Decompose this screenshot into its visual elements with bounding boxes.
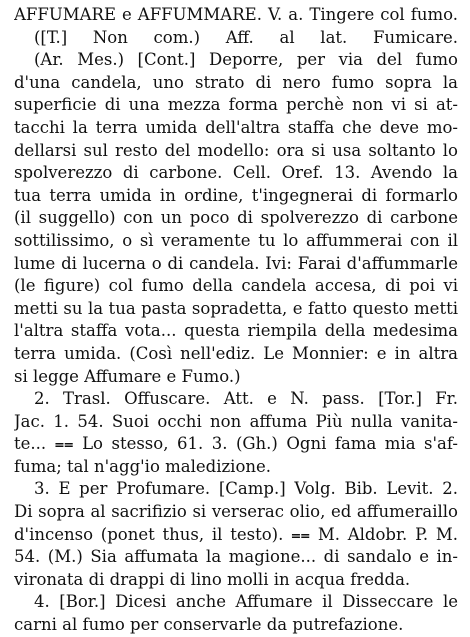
entry-line: superficie di una mezza forma perchè non vi si at- (14, 95, 458, 115)
entry-line: (le figure) col fumo della candela accesa, di poi vi (14, 276, 458, 296)
entry-line: 3. E per Profumare. [Camp.] Volg. Bib. Levit. 2. (34, 479, 458, 499)
entry-line: tacchi la terra umida dell'altra staffa che deve mo- (14, 117, 458, 137)
entry-line: d'incenso (ponet thus, il testo). ⩵ M. Aldobr. P. M. (14, 524, 458, 544)
entry-line: metti su la tua pasta sopradetta, e fatto questo metti (14, 298, 458, 318)
entry-line: d'una candela, uno strato di nero fumo sopra la (14, 72, 458, 92)
entry-line: (il suggello) con un poco di spolverezzo di carbone (14, 208, 458, 228)
entry-line: sottilissimo, o sì veramente tu lo affummerai con il (14, 230, 458, 250)
entry-line: te... ⩵ Lo stesso, 61. 3. (Gh.) Ogni fama mia s'af- (14, 434, 458, 454)
entry-line: terra umida. (Così nell'ediz. Le Monnier: e in altra (14, 343, 458, 363)
entry-line: spolverezzo di carbone. Cell. Oref. 13. Avendo la (14, 163, 458, 183)
entry-line: lume di lucerna o di candela. Ivi: Farai d'affummarle (14, 253, 458, 273)
entry-line: si legge Affumare e Fumo.) (14, 366, 241, 386)
entry-line: (Ar. Mes.) [Cont.] Deporre, per via del fumo (34, 50, 458, 70)
entry-line: Jac. 1. 54. Suoi occhi non affuma Più nulla vanita- (14, 411, 458, 431)
entry-line: carni al fumo per conservarle da putrefazione. (14, 615, 404, 635)
entry-line: 4. [Bor.] Dicesi anche Affumare il Disseccare le (34, 592, 458, 612)
entry-line: ([T.] Non com.) Aff. al lat. Fumicare. (34, 27, 458, 47)
entry-line: tua terra umida in ordine, t'ingegnerai di formarlo (14, 185, 458, 205)
entry-line: fuma; tal n'agg'io maledizione. (14, 456, 272, 476)
entry-line: 54. (M.) Sia affumata la magione... di sandalo e in- (14, 547, 458, 567)
entry-line: 2. Trasl. Offuscare. Att. e N. pass. [Tor.] Fr. (34, 389, 458, 409)
entry-line: Di sopra al sacrifizio si verserac olio, ed affumeraillo (14, 502, 458, 522)
entry-line: AFFUMARE e AFFUMMARE. V. a. Tingere col fumo. (14, 5, 458, 24)
entry-line: vironata di drappi di lino molli in acqua fredda. (14, 569, 411, 589)
entry-line: l'altra staffa vota... questa riempila della medesima (14, 321, 458, 341)
entry-line: dellarsi sul resto del modello: ora si usa soltanto lo (14, 140, 458, 160)
